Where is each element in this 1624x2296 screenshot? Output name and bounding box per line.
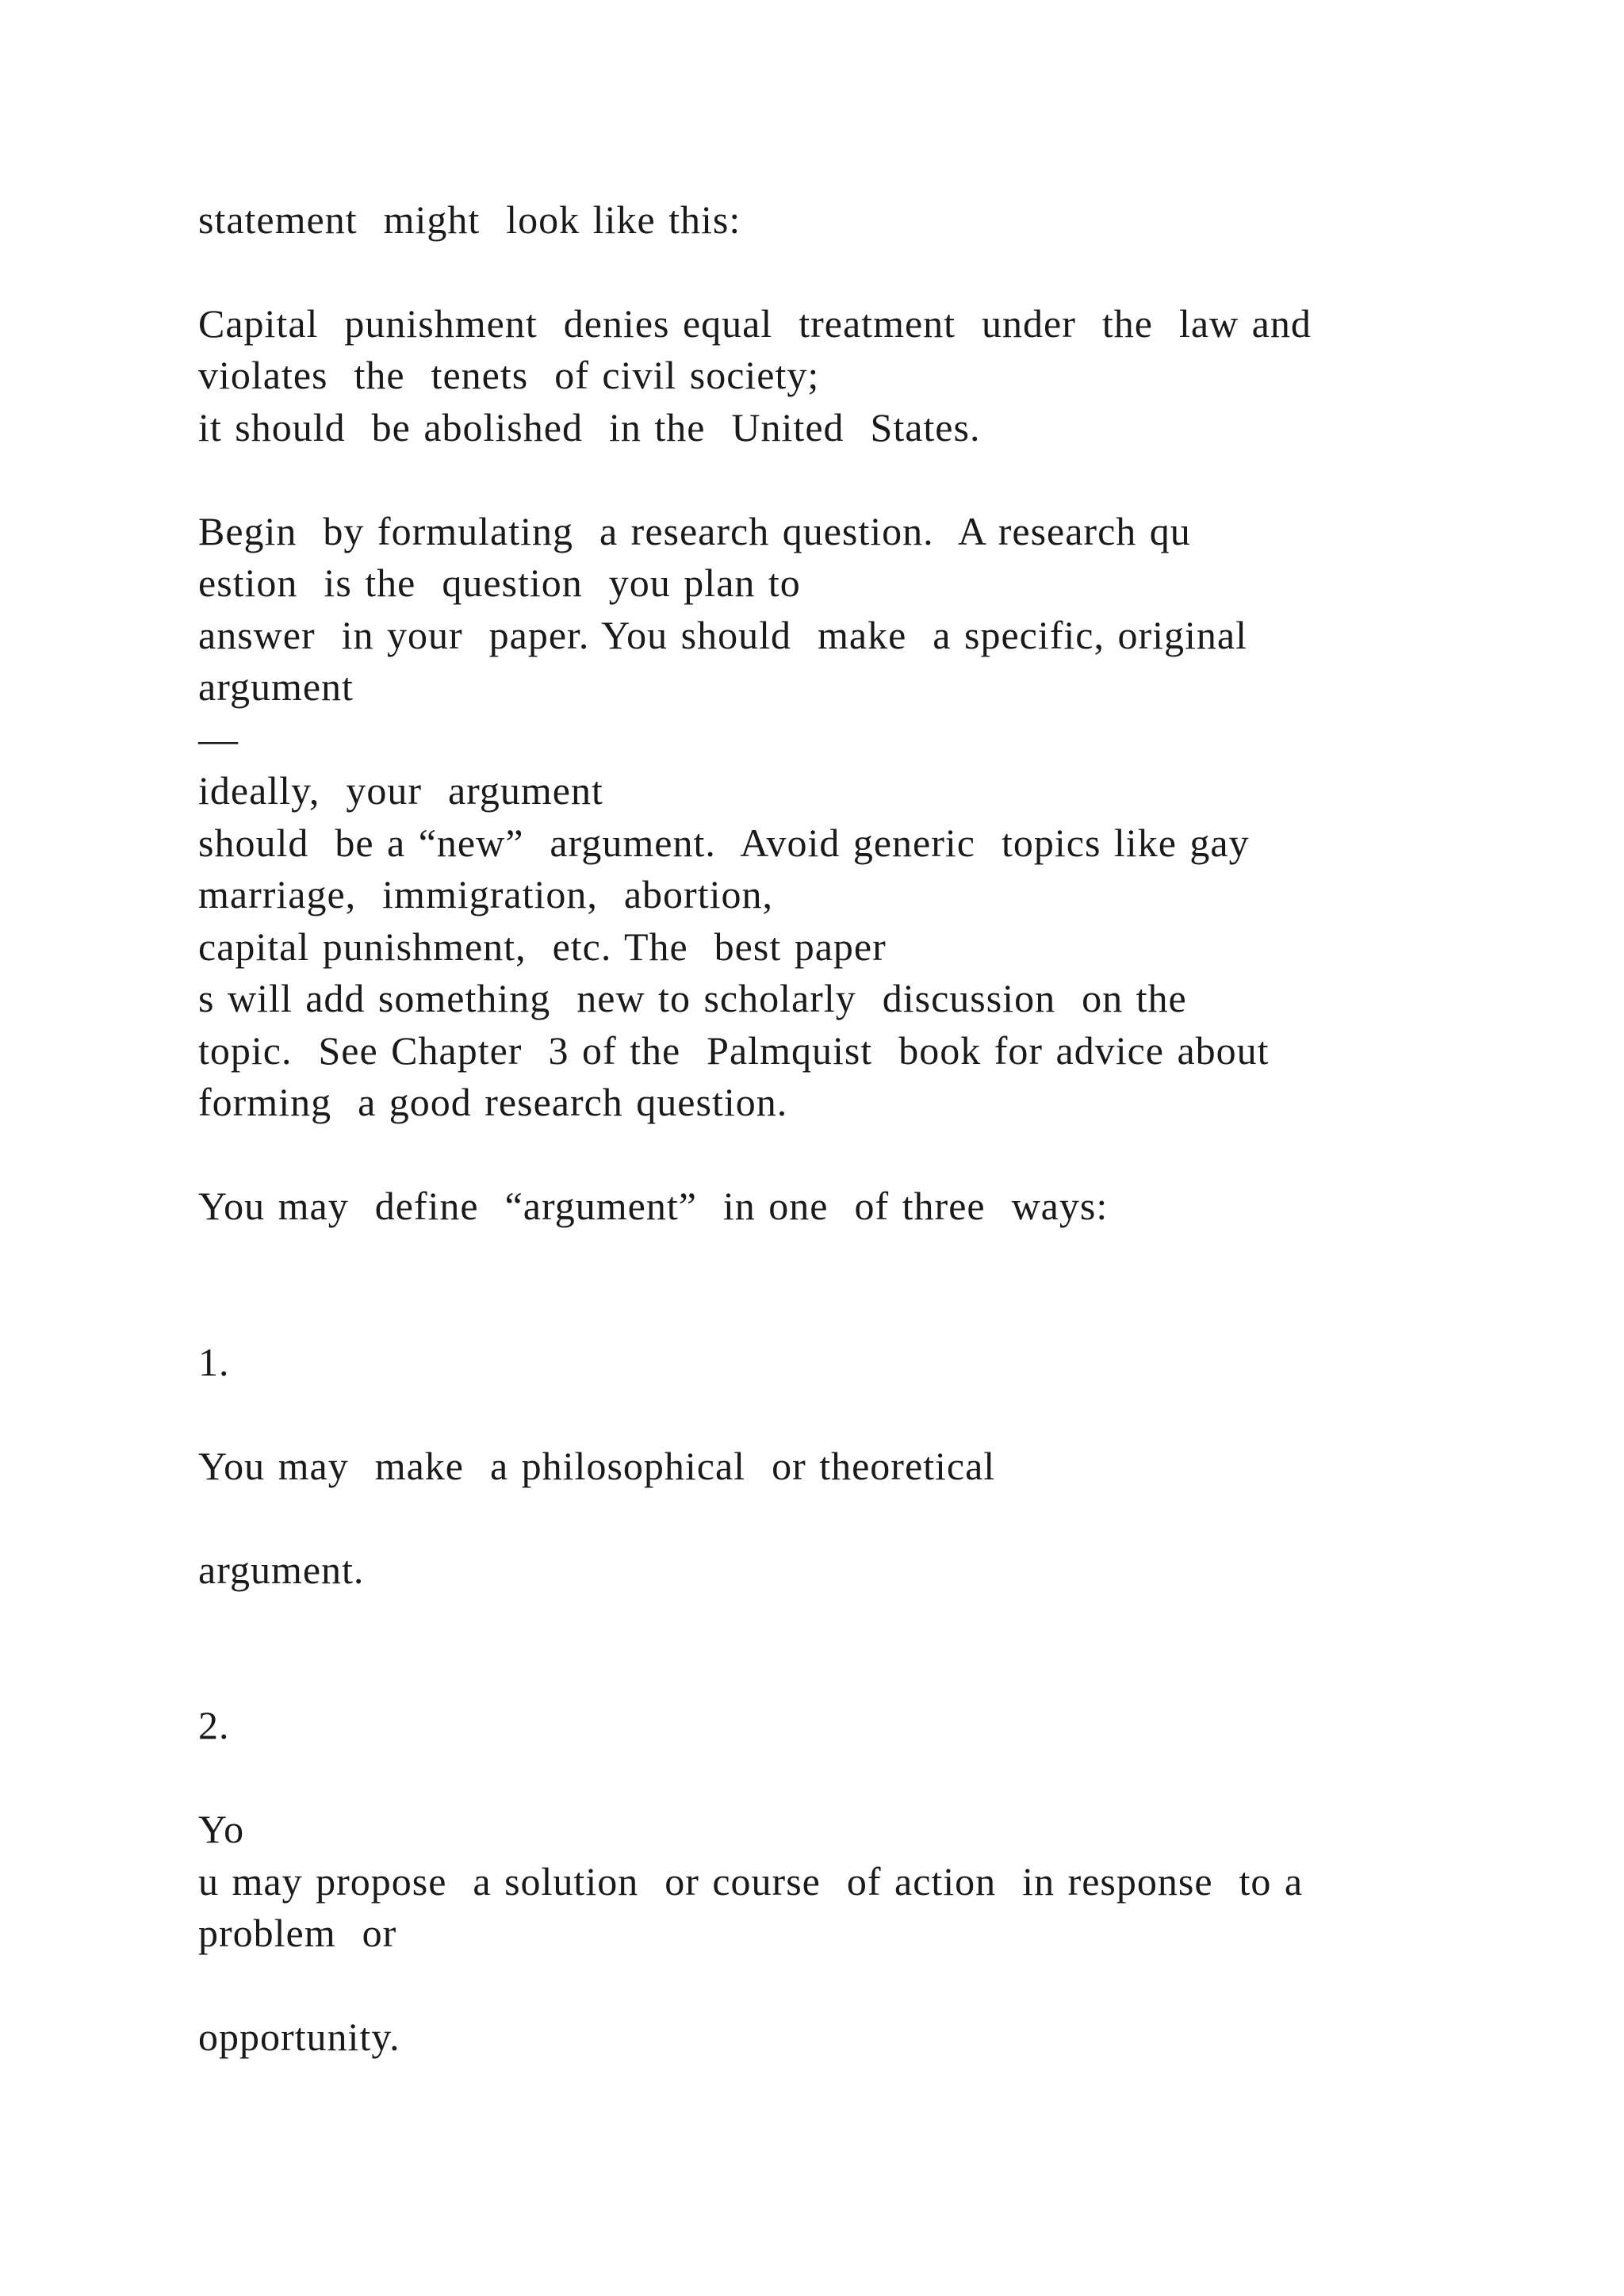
text-line: argument — [198, 664, 354, 709]
text-line: Capital punishment denies equal treatment under the law and — [198, 301, 1312, 346]
list-number: 2. — [198, 1703, 230, 1747]
text-line: statement might look like this: — [198, 197, 741, 242]
text-line: u may propose a solution or course of action in response to a — [198, 1859, 1304, 1904]
text-line: answer in your paper. You should make a specific, original — [198, 613, 1247, 657]
text-line: marriage, immigration, abortion, — [198, 872, 773, 916]
text-line: You may make a philosophical or theoretical — [198, 1444, 996, 1488]
list-number: 1. — [198, 1340, 230, 1384]
text-line: opportunity. — [198, 2015, 400, 2059]
text-line: You may define “argument” in one of three ways: — [198, 1184, 1109, 1228]
text-line: capital punishment, etc. The best paper — [198, 924, 887, 969]
text-line: Begin by formulating a research question. A research qu — [198, 509, 1191, 553]
text-line: it should be abolished in the United States. — [198, 405, 981, 450]
text-line: forming a good research question. — [198, 1080, 788, 1124]
text-line: violates the tenets of civil society; — [198, 353, 820, 397]
text-line: topic. See Chapter 3 of the Palmquist book for advice about — [198, 1028, 1270, 1073]
text-line: — — [198, 717, 239, 761]
text-line: estion is the question you plan to — [198, 561, 801, 605]
text-line: argument. — [198, 1548, 365, 1592]
text-line: should be a “new” argument. Avoid generic topics like gay — [198, 821, 1250, 865]
text-line: ideally, your argument — [198, 768, 603, 813]
text-line: Yo — [198, 1807, 245, 1851]
text-line: problem or — [198, 1911, 397, 1955]
text-line: s will add something new to scholarly discussion on the — [198, 976, 1187, 1020]
